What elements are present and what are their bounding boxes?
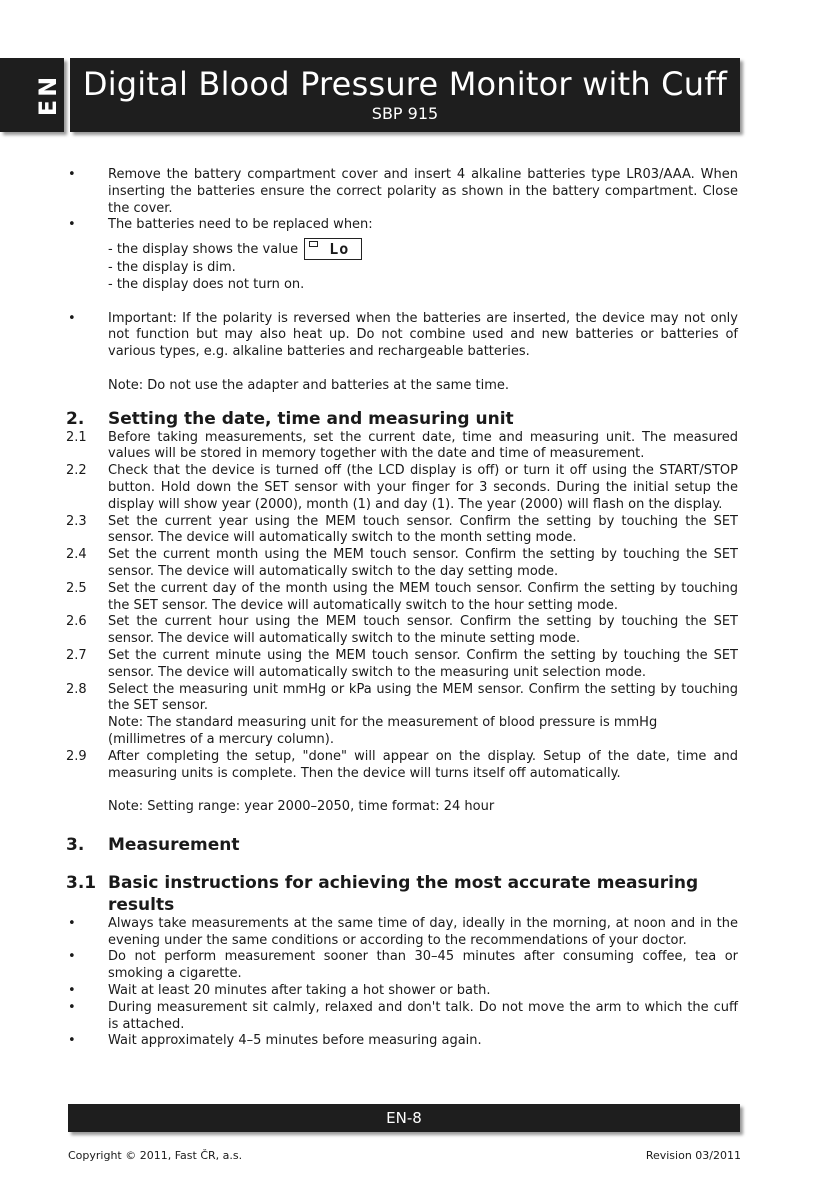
- page-number-bar: [68, 1104, 740, 1132]
- step-item: 2.9 After completing the setup, "done" will appear on the display. Setup of the date, time and measuring units is complete. Then the device will turns itself off automatically.: [66, 748, 738, 781]
- section-2-heading: 2. Setting the date, time and measuring unit: [66, 408, 514, 429]
- list-item: • Wait at least 20 minutes after taking a hot shower or bath.: [68, 983, 491, 999]
- copyright: Copyright © 2011, Fast ČR, a.s.: [68, 1149, 243, 1162]
- section-3-heading: 3. Measurement: [66, 834, 240, 855]
- setting-range-note: Note: Setting range: year 2000–2050, time format: 24 hour: [108, 799, 495, 815]
- bullet: •: [68, 167, 76, 182]
- step-item: 2.1 Before taking measurements, set the current date, time and measuring unit. The measured values will be stored in memory together with the date and time of measurement.: [66, 429, 738, 462]
- unit-note: Note: The standard measuring unit for the measurement of blood pressure is mmHg (millimetres of a mercury column).: [108, 715, 658, 747]
- step-item: 2.2 Check that the device is turned off (the LCD display is off) or turn it off using the START/STOP button. Hold down the SET sensor with your finger for 3 seconds. During the initial setup the display will show year (2000), month (1) and day (1). The year (2000) will flash on the display.: [66, 463, 738, 512]
- step-item: 2.7 Set the current minute using the MEM touch sensor. Confirm the setting by touching the SET sensor. The device will automatically switch to the measuring unit selection mode.: [66, 647, 738, 680]
- page-content: [66, 167, 738, 1050]
- model-number: SBP 915: [371, 104, 439, 123]
- lcd-display-icon: [304, 238, 362, 260]
- battery-icon: [309, 241, 318, 247]
- battery-replace-text: The batteries need to be replaced when:: [108, 217, 373, 233]
- bullet: •: [68, 217, 76, 233]
- revision: Revision 03/2011: [645, 1149, 741, 1162]
- step-item: 2.4 Set the current month using the MEM touch sensor. Confirm the setting by touching the SET sensor. The device will automatically switch to the day setting mode.: [66, 547, 738, 579]
- replace-case-2: - the display is dim.: [108, 260, 236, 276]
- list-item: [66, 167, 738, 217]
- language-tab: [0, 58, 64, 132]
- lcd-value: Lo: [329, 240, 350, 259]
- list-item: • Wait approximately 4–5 minutes before measuring again.: [68, 1033, 482, 1049]
- replace-case-3: - the display does not turn on.: [108, 276, 305, 292]
- document-title: Digital Blood Pressure Monitor with Cuff: [82, 65, 728, 103]
- page-number: EN-8: [386, 1109, 422, 1127]
- list-item: • During measurement sit calmly, relaxed and don't talk. Do not move the arm to which the cuff is attached.: [68, 999, 738, 1032]
- step-item: 2.3 Set the current year using the MEM touch sensor. Confirm the setting by touching the SET sensor. The device will automatically switch to the month setting mode.: [66, 513, 738, 546]
- step-item: 2.5 Set the current day of the month using the MEM touch sensor. Confirm the setting by touching the SET sensor. The device will automatically switch to the hour setting mode.: [66, 580, 738, 613]
- polarity-warning-text: Important: If the polarity is reversed when the batteries are inserted, the device may not only not function but may also heat up. Do not combine used and new batteries or batteries of various types, e.g. alkaline batteries and rechargeable batteries.: [108, 310, 738, 360]
- replace-case-1: - the display shows the value Lo: [108, 238, 738, 260]
- adapter-note: Note: Do not use the adapter and batteries at the same time.: [108, 377, 509, 393]
- replace-cases: [66, 238, 738, 294]
- step-item: 2.6 Set the current hour using the MEM touch sensor. Confirm the setting by touching the SET sensor. The device will automatically switch to the minute setting mode.: [66, 614, 738, 647]
- list-item: [66, 311, 738, 361]
- section-3-1-heading: 3.1 Basic instructions for achieving the most accurate measuring results: [66, 872, 699, 915]
- battery-insert-text: Remove the battery compartment cover and insert 4 alkaline batteries type LR03/AAA. When inserting the batteries ensure the correct polarity as shown in the battery compartment. Close the cover.: [108, 167, 738, 216]
- title-bar: [70, 58, 740, 132]
- bullet: •: [68, 310, 76, 326]
- list-item: • Always take measurements at the same time of day, ideally in the morning, at noon and in the evening under the same conditions or according to the recommendations of your doctor.: [68, 915, 738, 948]
- step-item: 2.8 Select the measuring unit mmHg or kPa using the MEM sensor. Confirm the setting by touching the SET sensor.: [66, 681, 738, 714]
- language-label: EN: [34, 73, 62, 117]
- list-item: [66, 217, 738, 234]
- list-item: • Do not perform measurement sooner than 30–45 minutes after consuming coffee, tea or smoking a cigarette.: [68, 949, 738, 982]
